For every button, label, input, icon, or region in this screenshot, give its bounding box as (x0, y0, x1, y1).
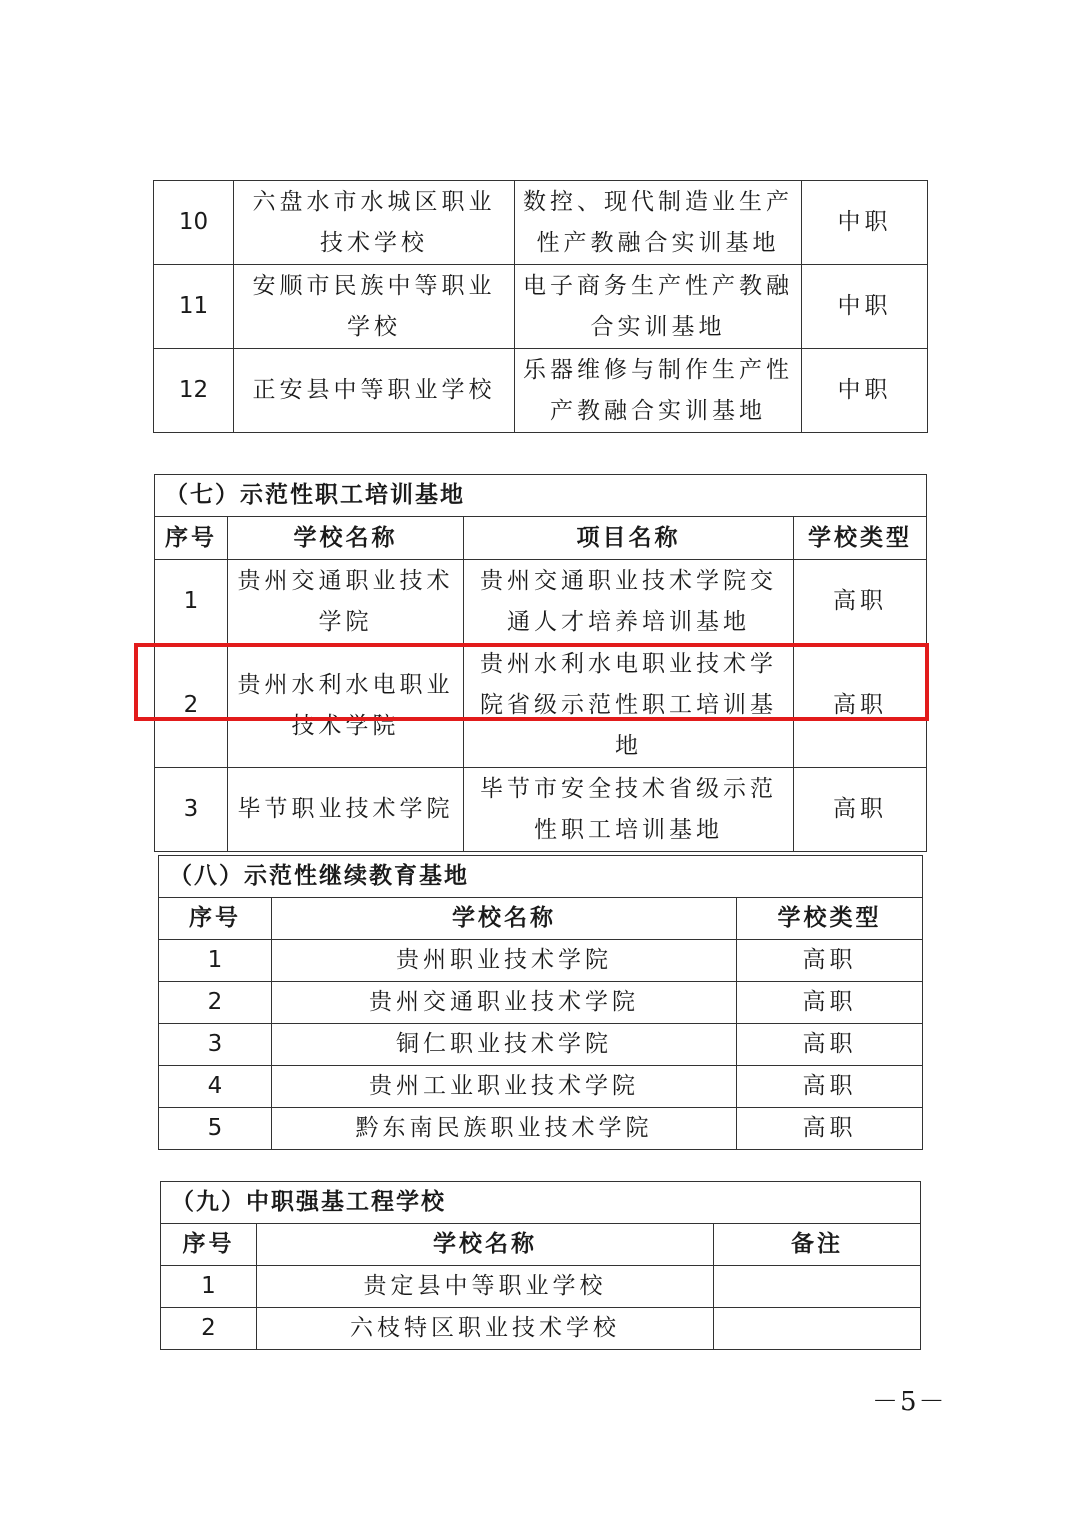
header-no: 序号 (159, 898, 272, 940)
table-row (159, 982, 923, 1024)
school-name: 毕节职业技术学院 (228, 768, 464, 852)
school-type: 高职 (794, 560, 927, 644)
row-number: 10 (154, 181, 234, 265)
project-name: 数控、现代制造业生产性产教融合实训基地 (515, 181, 802, 265)
school-name: 贵州交通职业技术学院 (228, 560, 464, 644)
table-row (154, 181, 928, 265)
row-number: 2 (155, 644, 228, 768)
school-name: 黔东南民族职业技术学院 (272, 1108, 737, 1150)
school-name: 六盘水市水城区职业技术学校 (234, 181, 515, 265)
project-name: 贵州水利水电职业技术学院省级示范性职工培训基地 (464, 644, 794, 768)
school-name: 贵州职业技术学院 (272, 940, 737, 982)
header-row (159, 898, 923, 940)
school-type: 中职 (802, 181, 928, 265)
row-number: 12 (154, 349, 234, 433)
section-title: （七）示范性职工培训基地 (155, 475, 927, 517)
school-type: 高职 (794, 768, 927, 852)
school-type: 高职 (737, 940, 923, 982)
school-name: 贵州水利水电职业技术学院 (228, 644, 464, 768)
table-row (159, 1108, 923, 1150)
school-type: 高职 (737, 1108, 923, 1150)
project-name: 电子商务生产性产教融合实训基地 (515, 265, 802, 349)
section7-table (154, 474, 927, 852)
table-row (159, 1024, 923, 1066)
header-type: 学校类型 (737, 898, 923, 940)
project-name: 毕节市安全技术省级示范性职工培训基地 (464, 768, 794, 852)
school-type: 中职 (802, 349, 928, 433)
row-number: 1 (161, 1266, 257, 1308)
school-type: 高职 (794, 644, 927, 768)
row-number: 5 (159, 1108, 272, 1150)
row-number: 1 (155, 560, 228, 644)
header-row (155, 517, 927, 560)
school-name: 安顺市民族中等职业学校 (234, 265, 515, 349)
row-number: 3 (155, 768, 228, 852)
section9-table (160, 1181, 921, 1350)
header-project: 项目名称 (464, 517, 794, 560)
section-title: （八）示范性继续教育基地 (159, 856, 923, 898)
school-name: 贵州交通职业技术学院 (272, 982, 737, 1024)
header-type: 学校类型 (794, 517, 927, 560)
section8-table (158, 855, 923, 1150)
header-school: 学校名称 (228, 517, 464, 560)
school-name: 铜仁职业技术学院 (272, 1024, 737, 1066)
table-row (159, 940, 923, 982)
school-type: 高职 (737, 1066, 923, 1108)
row-number: 2 (161, 1308, 257, 1350)
row-number: 4 (159, 1066, 272, 1108)
row-number: 11 (154, 265, 234, 349)
header-no: 序号 (155, 517, 228, 560)
row-number: 3 (159, 1024, 272, 1066)
note (714, 1266, 921, 1308)
table-row (161, 1266, 921, 1308)
table-row (159, 1066, 923, 1108)
table-row (161, 1308, 921, 1350)
project-name: 乐器维修与制作生产性产教融合实训基地 (515, 349, 802, 433)
school-name: 贵定县中等职业学校 (257, 1266, 714, 1308)
page-number: －5－ (872, 1387, 947, 1417)
school-type: 中职 (802, 265, 928, 349)
table-row (155, 768, 927, 852)
section-title: （九）中职强基工程学校 (161, 1182, 921, 1224)
header-no: 序号 (161, 1224, 257, 1266)
row-number: 2 (159, 982, 272, 1024)
header-row (161, 1224, 921, 1266)
header-school: 学校名称 (257, 1224, 714, 1266)
header-school: 学校名称 (272, 898, 737, 940)
table-row (154, 265, 928, 349)
school-name: 六枝特区职业技术学校 (257, 1308, 714, 1350)
school-type: 高职 (737, 982, 923, 1024)
school-type: 高职 (737, 1024, 923, 1066)
table-row (155, 560, 927, 644)
school-name: 正安县中等职业学校 (234, 349, 515, 433)
table-row (154, 349, 928, 433)
note (714, 1308, 921, 1350)
continued-table (153, 180, 928, 433)
project-name: 贵州交通职业技术学院交通人才培养培训基地 (464, 560, 794, 644)
header-note: 备注 (714, 1224, 921, 1266)
table-row-highlighted (155, 644, 927, 768)
school-name: 贵州工业职业技术学院 (272, 1066, 737, 1108)
row-number: 1 (159, 940, 272, 982)
